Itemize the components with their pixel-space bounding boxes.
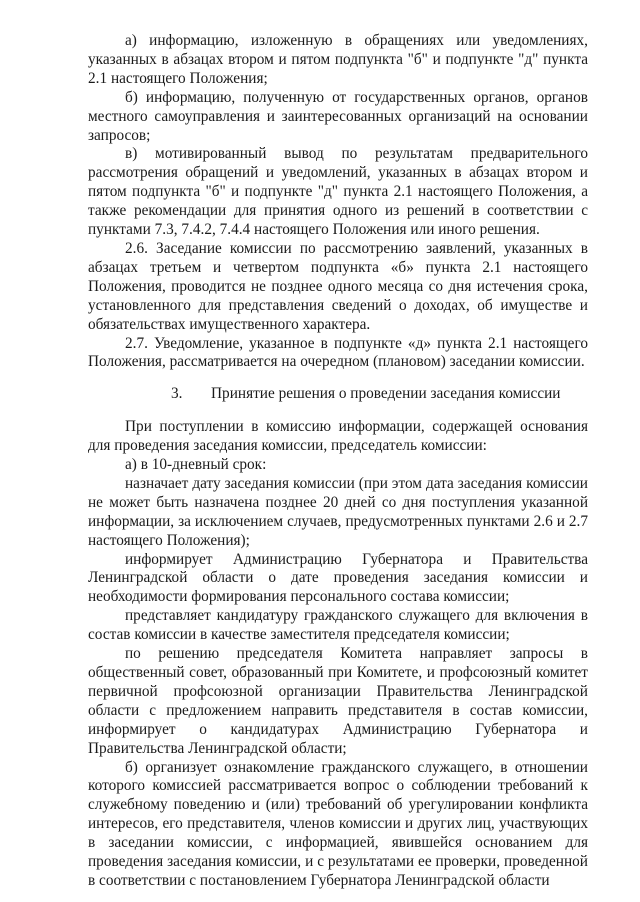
paragraph-b-info: б) информацию, полученную от государственных органов, органов местного самоуправления и заинтересованных организаций на основании запросов; [88,88,588,144]
paragraph-inform-administration: информирует Администрацию Губернатора и Правительства Ленинградской области о дате проведения заседания комиссии и необходимости формирования персонального состава комиссии; [88,550,588,606]
paragraph-2-7: 2.7. Уведомление, указанное в подпункте «д» пункта 2.1 настоящего Положения, рассматривается на очередном (плановом) заседании комиссии. [88,334,588,371]
section-number: 3. [171,385,183,403]
paragraph-a-info: а) информацию, изложенную в обращениях или уведомлениях, указанных в абзацах втором и пятом подпункта "б" и подпункте "д" пункта 2.1 настоящего Положения; [88,32,588,87]
paragraph-a-term: а) в 10-дневный срок: [125,456,267,474]
paragraph-assign-date: назначает дату заседания комиссии (при этом дата заседания комиссии не может быть назначена позднее 20 дней со дня поступления указанной информации, за исключением случаев, предусмотренных пунктами 2.6 и 2.7 настоящего Положения); [88,474,588,549]
paragraph-intro: При поступлении в комиссию информации, содержащей основания для проведения заседания комиссии, председатель комиссии: [88,418,588,455]
paragraph-2-6: 2.6. Заседание комиссии по рассмотрению заявлений, указанных в абзацах третьем и четвертом подпункта «б» пункта 2.1 настоящего Положения, проводится не позднее одного месяца со дня истечения срока, установленного для представления сведений о доходах, об имуществе и обязательствах имущественного характера. [88,239,588,333]
section-heading [88,385,588,404]
section-title: Принятие решения о проведении заседания комиссии [211,385,561,403]
paragraph-requests: по решению председателя Комитета направляет запросы в общественный совет, образованный при Комитете, и профсоюзный комитет первичной профсоюзной организации Правительства Ленинградской области с предложением направить представителя в состав комиссии, информирует о кандидатурах Администрацию Губернатора и Правительства Ленинградской области; [88,645,588,757]
paragraph-candidate: представляет кандидатуру гражданского служащего для включения в состав комиссии в качестве заместителя председателя комиссии; [88,607,588,644]
paragraph-v-conclusion: в) мотивированный вывод по результатам предварительного рассмотрения обращений и уведомлений, указанных в абзацах втором и пятом подпункта "б" и подпункте "д" пункта 2.1 настоящего Положения, а также рекомендации для принятия одного из решений в соответствии с пунктами 7.3, 7.4.2, 7.4.4 настоящего Положения или иного решения. [88,145,588,239]
paragraph-b-familiarization: б) организует ознакомление гражданского служащего, в отношении которого комиссией рассматривается вопрос о соблюдении требований к служебному поведению и (или) требований об урегулировании конфликта интересов, его представителя, членов комиссии и других лиц, участвующих в заседании комиссии, с информацией, явившейся основанием для проведения заседания комиссии, и с результатами ее проверки, проведенной в соответствии с постановлением Губернатора Ленинградской области [88,758,588,889]
